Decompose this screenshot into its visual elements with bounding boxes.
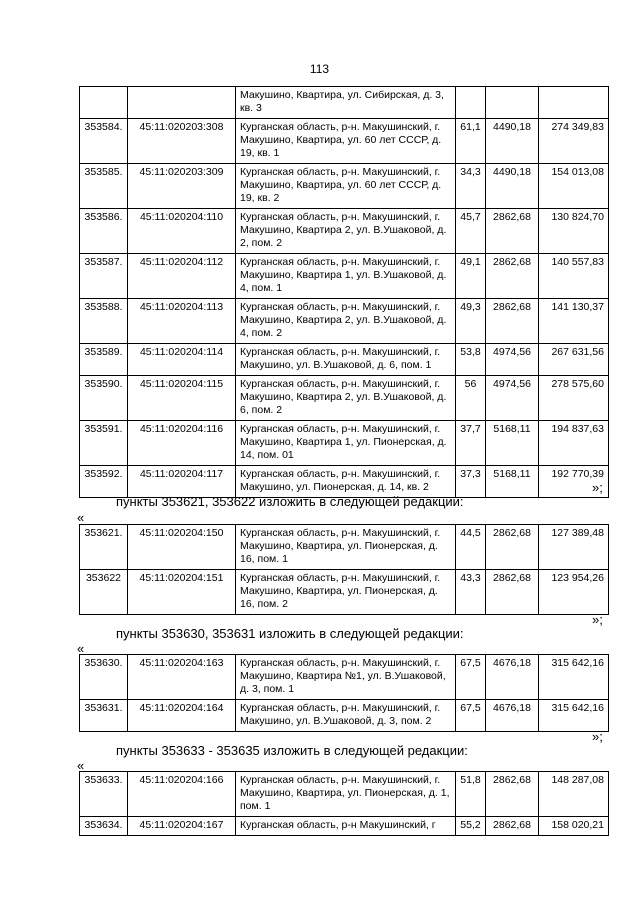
- cadastral-number-cell: 45:11:020203:308: [128, 119, 236, 164]
- area-cell: 44,5: [456, 525, 486, 570]
- registry-table-4: [79, 771, 609, 836]
- closing-quote: »;: [592, 612, 603, 627]
- opening-quote: «: [77, 758, 85, 773]
- table-row: [80, 87, 609, 119]
- opening-quote: «: [77, 641, 85, 656]
- cadastral-value-cell: 148 287,08: [539, 772, 609, 817]
- cadastral-number-cell: 45:11:020203:309: [128, 164, 236, 209]
- item-number-cell: 353588.: [80, 299, 128, 344]
- opening-quote: «: [77, 510, 85, 525]
- item-number-cell: 353592.: [80, 466, 128, 498]
- price-per-sqm-cell: 4676,18: [486, 655, 539, 700]
- table-row: [80, 164, 609, 209]
- table-row: [80, 466, 609, 498]
- item-number-cell: 353586.: [80, 209, 128, 254]
- table-row: [80, 376, 609, 421]
- price-per-sqm-cell: 4974,56: [486, 376, 539, 421]
- cadastral-number-cell: 45:11:020204:112: [128, 254, 236, 299]
- address-cell: Курганская область, р-н. Макушинский, г. Макушино, Квартира, ул. Пионерская, д. 16, пом. 1: [236, 525, 456, 570]
- area-cell: 67,5: [456, 700, 486, 732]
- cadastral-value-cell: 192 770,39: [539, 466, 609, 498]
- amendment-paragraph: пункты 353633 - 353635 изложить в следующей редакции:: [116, 743, 468, 758]
- item-number-cell: 353585.: [80, 164, 128, 209]
- table-row: [80, 700, 609, 732]
- table-row: [80, 344, 609, 376]
- area-cell: 67,5: [456, 655, 486, 700]
- cadastral-value-cell: 140 557,83: [539, 254, 609, 299]
- item-number-cell: 353630.: [80, 655, 128, 700]
- address-cell: Курганская область, р-н. Макушинский, г. Макушино, Квартира, ул. 60 лет СССР, д. 19, кв. 1: [236, 119, 456, 164]
- cadastral-number-cell: 45:11:020204:116: [128, 421, 236, 466]
- item-number-cell: 353587.: [80, 254, 128, 299]
- cadastral-number-cell: 45:11:020204:164: [128, 700, 236, 732]
- table-row: [80, 119, 609, 164]
- price-per-sqm-cell: 4490,18: [486, 164, 539, 209]
- address-cell: Курганская область, р-н Макушинский, г: [236, 817, 456, 836]
- price-per-sqm-cell: [486, 87, 539, 119]
- area-cell: 37,7: [456, 421, 486, 466]
- table-row: [80, 299, 609, 344]
- cadastral-value-cell: [539, 87, 609, 119]
- address-cell: Курганская область, р-н. Макушинский, г. Макушино, Квартира №1, ул. В.Ушаковой, д. 3, пом. 1: [236, 655, 456, 700]
- cadastral-number-cell: 45:11:020204:114: [128, 344, 236, 376]
- registry-table-3: [79, 654, 609, 732]
- cadastral-number-cell: 45:11:020204:167: [128, 817, 236, 836]
- address-cell: Курганская область, р-н. Макушинский, г. Макушино, Квартира, ул. Пионерская, д. 1, пом. 1: [236, 772, 456, 817]
- address-cell: Курганская область, р-н. Макушинский, г. Макушино, Квартира 2, ул. В.Ушаковой, д. 4, пом. 2: [236, 299, 456, 344]
- address-cell: Курганская область, р-н. Макушинский, г. Макушино, Квартира, ул. Пионерская, д. 16, пом. 2: [236, 570, 456, 615]
- area-cell: 45,7: [456, 209, 486, 254]
- area-cell: 51,8: [456, 772, 486, 817]
- area-cell: 49,3: [456, 299, 486, 344]
- item-number-cell: 353622: [80, 570, 128, 615]
- closing-quote: »;: [592, 480, 603, 495]
- price-per-sqm-cell: 4676,18: [486, 700, 539, 732]
- address-cell: Курганская область, р-н. Макушинский, г. Макушино, ул. В.Ушаковой, д. 6, пом. 1: [236, 344, 456, 376]
- table-row: [80, 570, 609, 615]
- cadastral-number-cell: 45:11:020204:117: [128, 466, 236, 498]
- item-number-cell: 353589.: [80, 344, 128, 376]
- closing-quote: »;: [592, 729, 603, 744]
- cadastral-value-cell: 130 824,70: [539, 209, 609, 254]
- address-cell: Курганская область, р-н. Макушинский, г. Макушино, Квартира 2, ул. В.Ушаковой, д. 2, пом. 2: [236, 209, 456, 254]
- price-per-sqm-cell: 2862,68: [486, 817, 539, 836]
- cadastral-number-cell: 45:11:020204:110: [128, 209, 236, 254]
- price-per-sqm-cell: 2862,68: [486, 299, 539, 344]
- price-per-sqm-cell: 2862,68: [486, 209, 539, 254]
- item-number-cell: [80, 87, 128, 119]
- item-number-cell: 353634.: [80, 817, 128, 836]
- price-per-sqm-cell: 4974,56: [486, 344, 539, 376]
- cadastral-number-cell: 45:11:020204:113: [128, 299, 236, 344]
- cadastral-value-cell: 267 631,56: [539, 344, 609, 376]
- item-number-cell: 353590.: [80, 376, 128, 421]
- item-number-cell: 353591.: [80, 421, 128, 466]
- cadastral-number-cell: 45:11:020204:150: [128, 525, 236, 570]
- table-row: [80, 525, 609, 570]
- table-row: [80, 254, 609, 299]
- price-per-sqm-cell: 2862,68: [486, 254, 539, 299]
- price-per-sqm-cell: 2862,68: [486, 570, 539, 615]
- area-cell: 49,1: [456, 254, 486, 299]
- amendment-paragraph: пункты 353621, 353622 изложить в следующей редакции:: [116, 494, 464, 509]
- price-per-sqm-cell: 4490,18: [486, 119, 539, 164]
- price-per-sqm-cell: 5168,11: [486, 421, 539, 466]
- cadastral-value-cell: 315 642,16: [539, 700, 609, 732]
- cadastral-value-cell: 123 954,26: [539, 570, 609, 615]
- cadastral-value-cell: 194 837,63: [539, 421, 609, 466]
- cadastral-value-cell: 158 020,21: [539, 817, 609, 836]
- area-cell: 61,1: [456, 119, 486, 164]
- table-row: [80, 817, 609, 836]
- price-per-sqm-cell: 5168,11: [486, 466, 539, 498]
- price-per-sqm-cell: 2862,68: [486, 772, 539, 817]
- cadastral-value-cell: 141 130,37: [539, 299, 609, 344]
- area-cell: 55,2: [456, 817, 486, 836]
- area-cell: [456, 87, 486, 119]
- area-cell: 56: [456, 376, 486, 421]
- amendment-paragraph: пункты 353630, 353631 изложить в следующей редакции:: [116, 626, 464, 641]
- cadastral-value-cell: 154 013,08: [539, 164, 609, 209]
- address-cell: Курганская область, р-н. Макушинский, г. Макушино, Квартира 1, ул. Пионерская, д. 14, пом. 01: [236, 421, 456, 466]
- table-row: [80, 421, 609, 466]
- item-number-cell: 353621.: [80, 525, 128, 570]
- cadastral-value-cell: 274 349,83: [539, 119, 609, 164]
- cadastral-value-cell: 278 575,60: [539, 376, 609, 421]
- registry-table-1: [79, 86, 609, 498]
- cadastral-number-cell: 45:11:020204:163: [128, 655, 236, 700]
- cadastral-number-cell: 45:11:020204:115: [128, 376, 236, 421]
- area-cell: 43,3: [456, 570, 486, 615]
- address-cell: Курганская область, р-н. Макушинский, г. Макушино, ул. Пионерская, д. 14, кв. 2: [236, 466, 456, 498]
- registry-table-2: [79, 524, 609, 615]
- area-cell: 34,3: [456, 164, 486, 209]
- item-number-cell: 353584.: [80, 119, 128, 164]
- address-cell: Курганская область, р-н. Макушинский, г. Макушино, Квартира 1, ул. В.Ушаковой, д. 4, пом. 1: [236, 254, 456, 299]
- table-row: [80, 772, 609, 817]
- table-row: [80, 209, 609, 254]
- address-cell: Макушино, Квартира, ул. Сибирская, д. 3, кв. 3: [236, 87, 456, 119]
- page-number: 113: [309, 62, 330, 76]
- price-per-sqm-cell: 2862,68: [486, 525, 539, 570]
- area-cell: 53,8: [456, 344, 486, 376]
- table-row: [80, 655, 609, 700]
- cadastral-number-cell: [128, 87, 236, 119]
- cadastral-value-cell: 315 642,16: [539, 655, 609, 700]
- cadastral-value-cell: 127 389,48: [539, 525, 609, 570]
- item-number-cell: 353633.: [80, 772, 128, 817]
- area-cell: 37,3: [456, 466, 486, 498]
- cadastral-number-cell: 45:11:020204:166: [128, 772, 236, 817]
- cadastral-number-cell: 45:11:020204:151: [128, 570, 236, 615]
- item-number-cell: 353631.: [80, 700, 128, 732]
- address-cell: Курганская область, р-н. Макушинский, г. Макушино, Квартира 2, ул. В.Ушаковой, д. 6, пом. 2: [236, 376, 456, 421]
- address-cell: Курганская область, р-н. Макушинский, г. Макушино, Квартира, ул. 60 лет СССР, д. 19, кв. 2: [236, 164, 456, 209]
- address-cell: Курганская область, р-н. Макушинский, г. Макушино, ул. В.Ушаковой, д. 3, пом. 2: [236, 700, 456, 732]
